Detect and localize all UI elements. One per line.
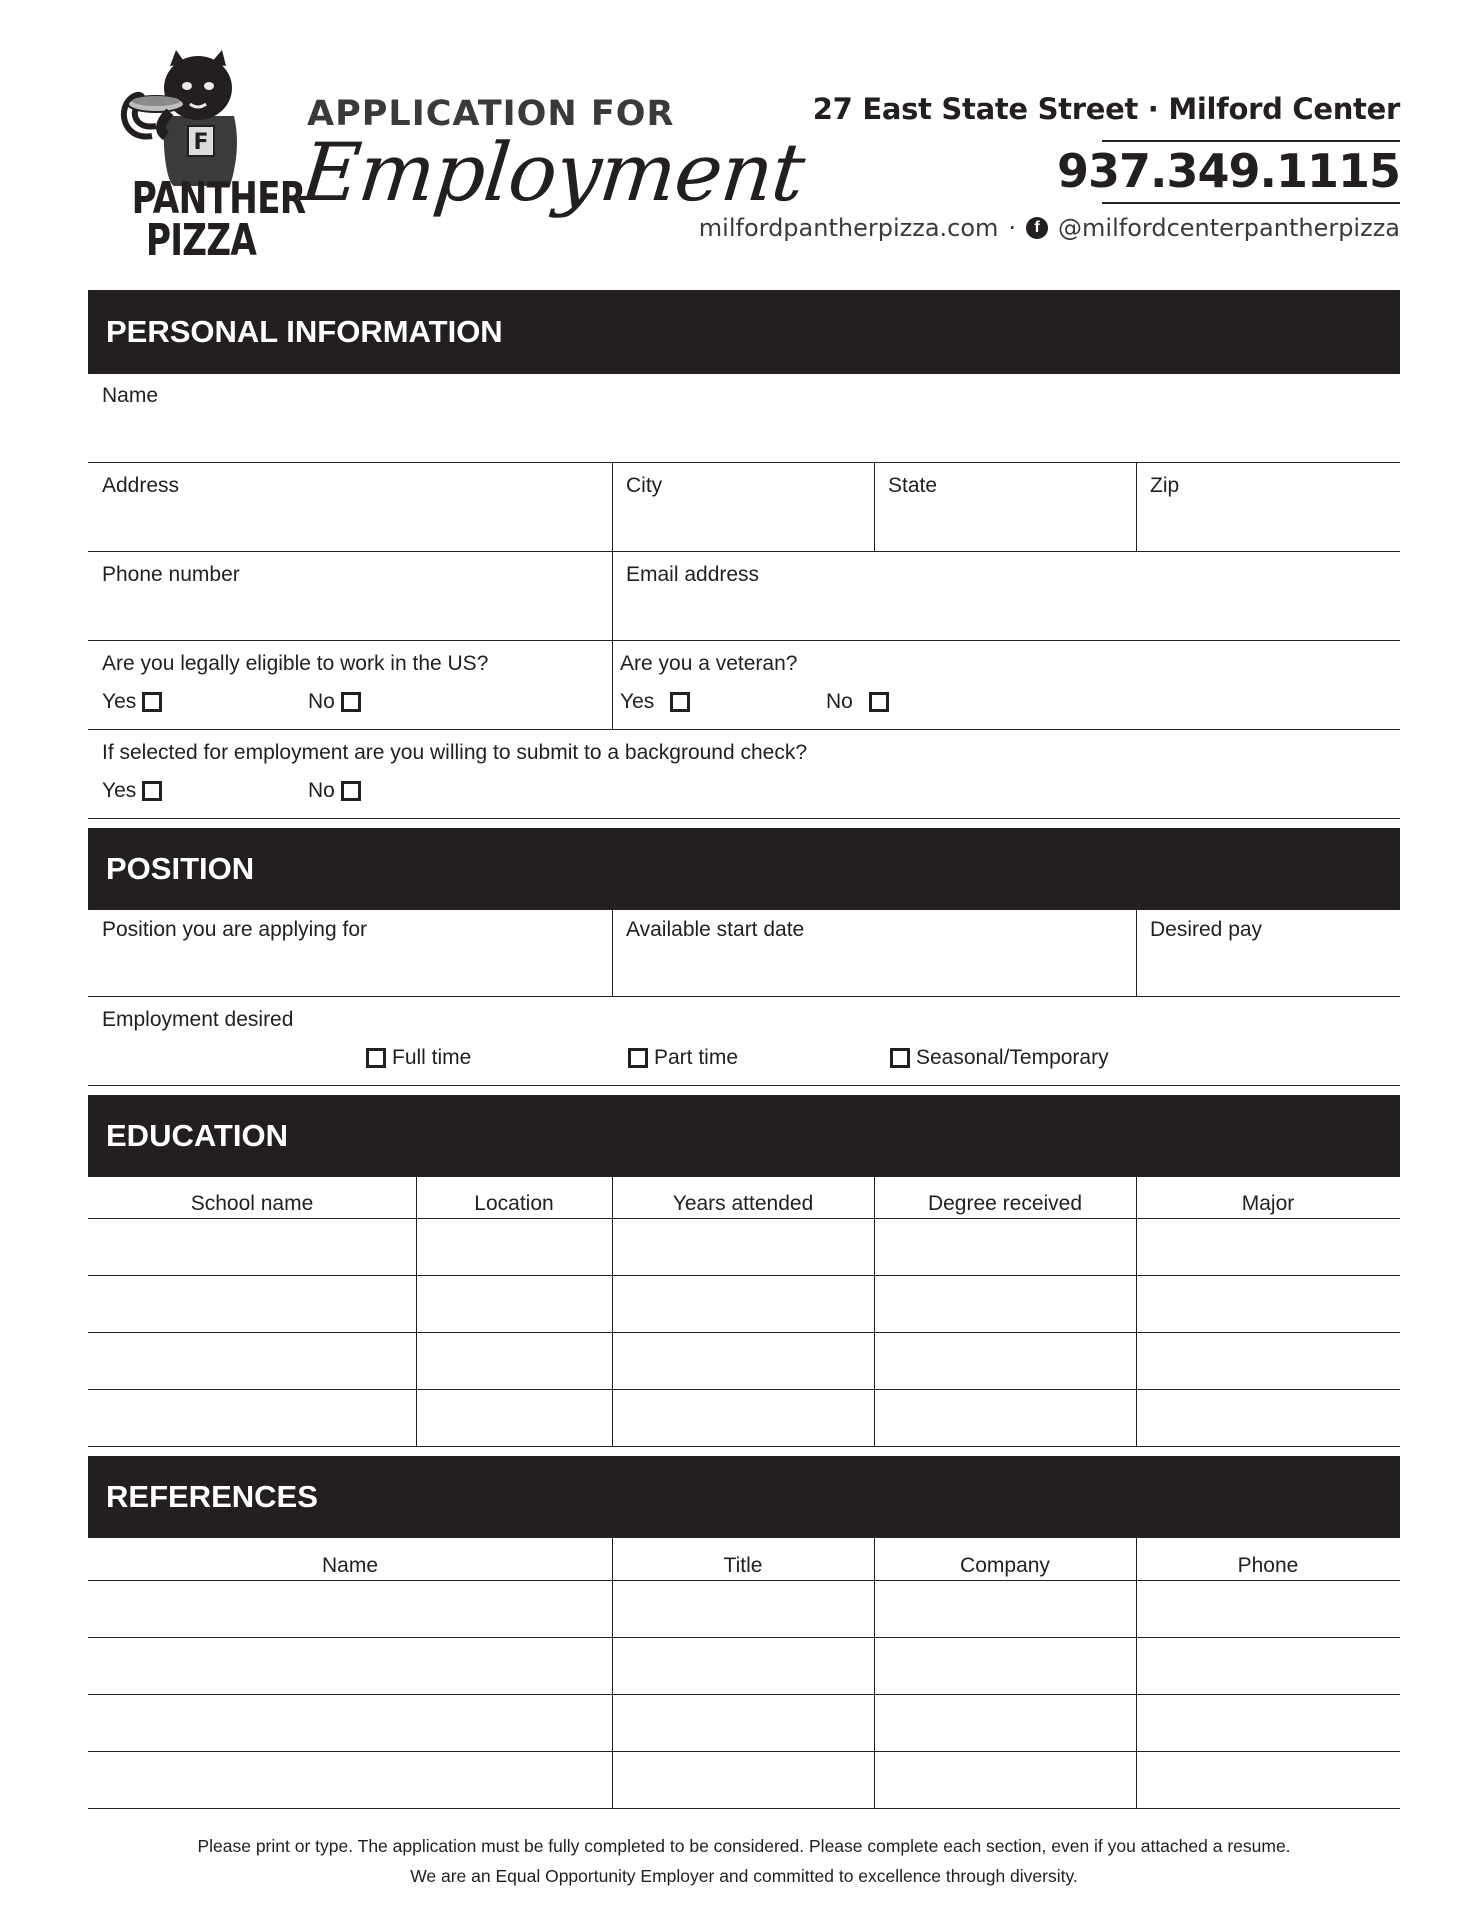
logo-badge-letter: F bbox=[193, 130, 209, 155]
divider bbox=[874, 462, 875, 551]
logo-line-1: PANTHER bbox=[131, 173, 306, 224]
section-education: EDUCATION bbox=[88, 1095, 1400, 1177]
col-ref-phone: Phone bbox=[1237, 1554, 1299, 1577]
part-time-checkbox[interactable] bbox=[628, 1048, 648, 1068]
table-row bbox=[88, 1332, 1400, 1333]
divider bbox=[88, 1085, 1400, 1086]
seasonal-option[interactable] bbox=[890, 1046, 1109, 1070]
divider bbox=[88, 640, 1400, 641]
business-phone: 937.349.1115 bbox=[1056, 144, 1400, 198]
title-employment: Employment bbox=[297, 126, 809, 219]
eligible-yes-checkbox[interactable] bbox=[142, 692, 162, 712]
desired-pay-label: Desired pay bbox=[1150, 918, 1263, 941]
eligible-yes-option[interactable] bbox=[102, 690, 162, 714]
col-location: Location bbox=[474, 1192, 554, 1215]
part-time-label: Part time bbox=[654, 1046, 739, 1069]
background-no-option[interactable] bbox=[308, 779, 361, 803]
background-yes-checkbox[interactable] bbox=[142, 781, 162, 801]
table-row bbox=[88, 1446, 1400, 1447]
table-row bbox=[88, 1218, 1400, 1219]
divider bbox=[88, 462, 1400, 463]
full-time-option[interactable] bbox=[366, 1046, 471, 1070]
background-no-checkbox[interactable] bbox=[341, 781, 361, 801]
divider bbox=[88, 729, 1400, 730]
phone-number-label: Phone number bbox=[102, 563, 240, 586]
table-row bbox=[88, 1637, 1400, 1638]
table-row bbox=[88, 1808, 1400, 1809]
separator-dot: · bbox=[1008, 214, 1017, 242]
full-time-checkbox[interactable] bbox=[366, 1048, 386, 1068]
veteran-no-checkbox[interactable] bbox=[869, 692, 889, 712]
panther-mascot-icon bbox=[112, 46, 290, 186]
name-label: Name bbox=[102, 384, 159, 407]
facebook-icon: f bbox=[1026, 217, 1048, 239]
contact-line bbox=[699, 214, 1400, 242]
panther-pizza-logo bbox=[112, 46, 306, 268]
footer-instructions: Please print or type. The application must be fully completed to be considered. Please complete each section, even if you attached a resume. bbox=[197, 1836, 1291, 1856]
divider bbox=[1136, 462, 1137, 551]
start-date-label: Available start date bbox=[626, 918, 805, 941]
eligibility-question: Are you legally eligible to work in the US? bbox=[102, 652, 489, 675]
state-label: State bbox=[888, 474, 938, 497]
website-link[interactable]: milfordpantherpizza.com bbox=[698, 214, 999, 242]
table-row bbox=[88, 1694, 1400, 1695]
eligible-no-checkbox[interactable] bbox=[341, 692, 361, 712]
position-applying-label: Position you are applying for bbox=[102, 918, 367, 941]
veteran-yes-checkbox[interactable] bbox=[670, 692, 690, 712]
col-ref-title: Title bbox=[723, 1554, 763, 1577]
col-years-attended: Years attended bbox=[672, 1192, 814, 1215]
divider bbox=[88, 818, 1400, 819]
divider bbox=[1136, 910, 1137, 997]
background-yes-option[interactable] bbox=[102, 779, 162, 803]
divider bbox=[1136, 1538, 1137, 1809]
seasonal-label: Seasonal/Temporary bbox=[916, 1046, 1109, 1069]
logo-wordmark bbox=[131, 173, 306, 266]
part-time-option[interactable] bbox=[628, 1046, 738, 1070]
seasonal-checkbox[interactable] bbox=[890, 1048, 910, 1068]
col-school-name: School name bbox=[190, 1192, 314, 1215]
col-major: Major bbox=[1241, 1192, 1295, 1215]
yes-label: Yes bbox=[620, 690, 655, 713]
table-row bbox=[88, 1580, 1400, 1581]
phone-rule-bottom bbox=[1102, 202, 1400, 204]
col-ref-name: Name bbox=[321, 1554, 379, 1577]
address-label: Address bbox=[102, 474, 180, 497]
yes-label: Yes bbox=[102, 690, 137, 713]
logo-line-2: PIZZA bbox=[145, 215, 257, 266]
city-label: City bbox=[626, 474, 663, 497]
zip-label: Zip bbox=[1150, 474, 1180, 497]
veteran-yes-option[interactable] bbox=[620, 690, 690, 714]
divider bbox=[612, 910, 613, 997]
business-address: 27 East State Street · Milford Center bbox=[812, 92, 1400, 126]
background-check-question: If selected for employment are you willing to submit to a background check? bbox=[102, 741, 808, 764]
table-row bbox=[88, 1389, 1400, 1390]
phone-rule-top bbox=[1102, 140, 1400, 142]
table-row bbox=[88, 1275, 1400, 1276]
divider bbox=[874, 1538, 875, 1809]
no-label: No bbox=[308, 690, 335, 713]
yes-label: Yes bbox=[102, 779, 137, 802]
section-position: POSITION bbox=[88, 828, 1400, 910]
veteran-no-option[interactable] bbox=[826, 690, 889, 714]
no-label: No bbox=[826, 690, 853, 713]
col-ref-company: Company bbox=[960, 1554, 1050, 1577]
divider bbox=[612, 462, 613, 730]
divider bbox=[88, 551, 1400, 552]
section-references: REFERENCES bbox=[88, 1456, 1400, 1538]
col-degree-received: Degree received bbox=[927, 1192, 1083, 1215]
eligible-no-option[interactable] bbox=[308, 690, 361, 714]
divider bbox=[88, 996, 1400, 997]
veteran-question: Are you a veteran? bbox=[620, 652, 798, 675]
email-address-label: Email address bbox=[626, 563, 760, 586]
full-time-label: Full time bbox=[392, 1046, 472, 1069]
facebook-handle[interactable]: @milfordcenterpantherpizza bbox=[1058, 214, 1400, 242]
footer-eeo-statement: We are an Equal Opportunity Employer and committed to excellence through diversity. bbox=[410, 1866, 1078, 1886]
title-application-for: APPLICATION FOR bbox=[307, 94, 675, 134]
employment-desired-label: Employment desired bbox=[102, 1008, 294, 1031]
section-personal-information: PERSONAL INFORMATION bbox=[88, 290, 1400, 374]
no-label: No bbox=[308, 779, 335, 802]
divider bbox=[612, 1538, 613, 1809]
table-row bbox=[88, 1751, 1400, 1752]
